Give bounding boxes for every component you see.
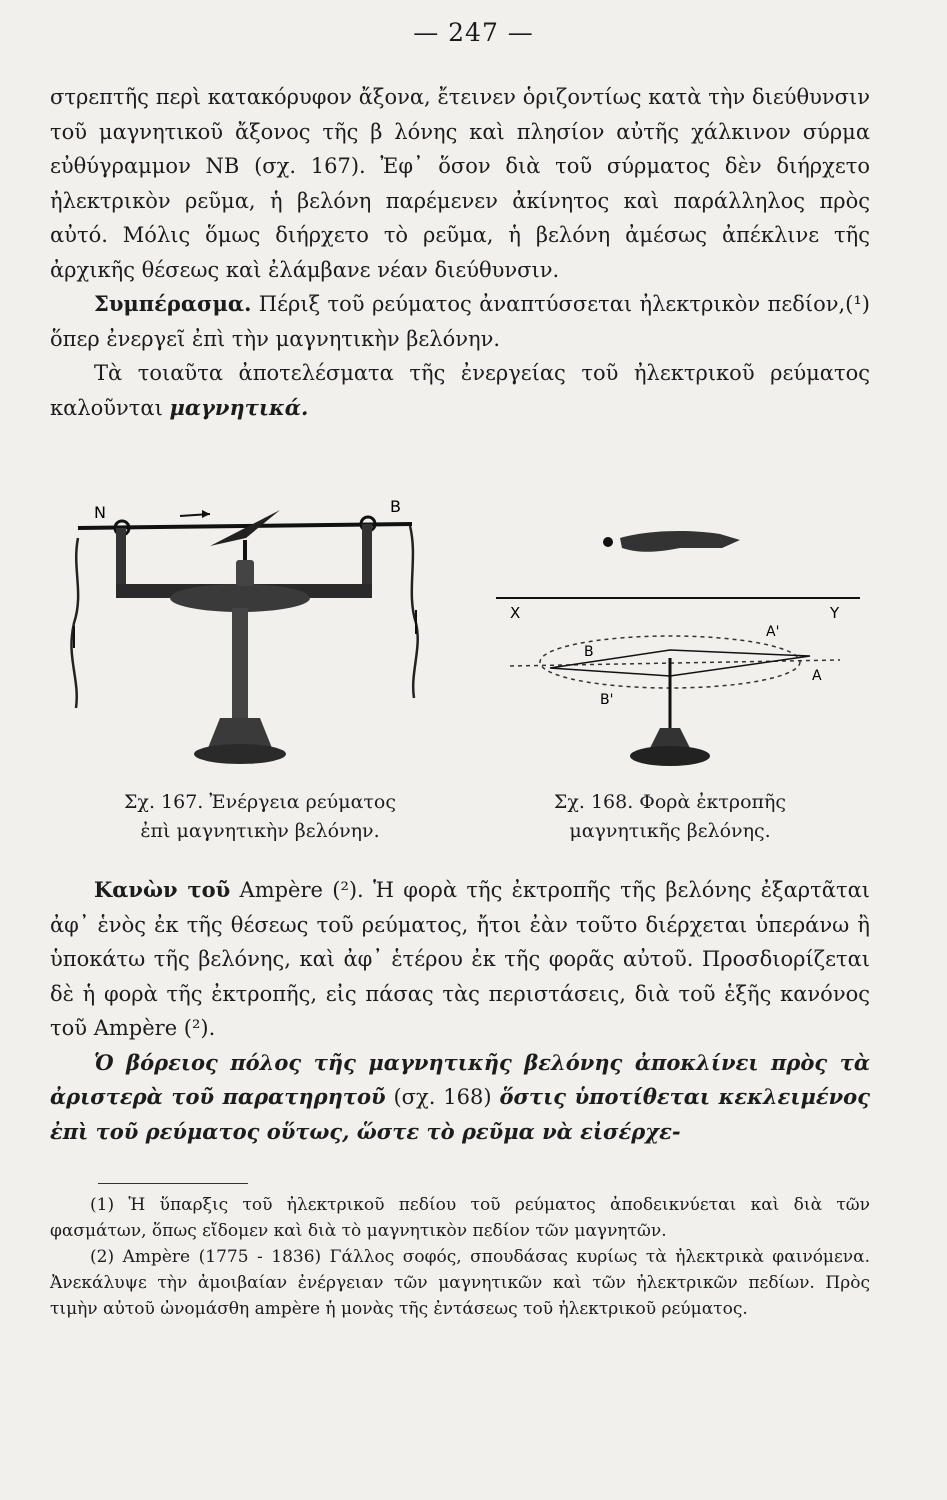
conclusion-text: Πέριξ τοῦ ρεύματος ἀναπτύσσεται ἠλεκτρικὸν πεδίον,(¹) ὅπερ ἐνεργεῖ ἐπὶ τὴν μαγνητικὴν βελόνην. bbox=[50, 292, 870, 351]
conclusion-label: Συμπέρασμα. bbox=[94, 291, 252, 316]
caption-figure-168: Σχ. 168. Φορὰ ἐκτροπῆς μαγνητικῆς βελόνης. bbox=[553, 791, 787, 842]
ampere-rule-text: Ἡ φορὰ τῆς ἐκτροπῆς τῆς βελόνης ἐξαρτᾶται ἀφ᾽ ἑνὸς ἐκ τῆς θέσεως τοῦ ρεύματος, ἤτοι ἐὰν τοῦτο διέρχεται ὑπεράνω ἢ ὑποκάτω τῆς βελόνης, καὶ ἀφ᾽ ἑτέρου ἐκ τῆς φορᾶς αὐτοῦ. Προσδιορίζεται δὲ ἡ φορὰ τῆς ἐκτροπῆς, εἰς πάσας τὰς περιστάσεις, διὰ τοῦ ἑξῆς κανόνος τοῦ Ampère (²). bbox=[50, 878, 870, 1040]
footnote-divider bbox=[98, 1183, 248, 1184]
figures-area bbox=[50, 498, 870, 853]
paragraph-magnetic-effects bbox=[50, 356, 870, 425]
ampere-statement-2: ὅστις ὑποτίθεται κεκλειμένος ἐπὶ τοῦ ρεύματος οὕτως, ὥστε τὸ ρεῦμα νὰ εἰσέρχε- bbox=[50, 1084, 870, 1144]
footnotes bbox=[50, 1192, 870, 1322]
figure-168-deflection bbox=[490, 518, 870, 778]
paragraph-oersted-experiment: στρεπτῆς περὶ κατακόρυφον ἄξονα, ἔτεινεν ὁριζοντίως κατὰ τὴν διεύθυνσιν τοῦ μαγνητικοῦ ἄξονος τῆς β λόνης καὶ πλησίον αὐτῆς χάλκινον σύρμα εὐθύγραμμον ΝΒ (σχ. 167). Ἐφ᾽ ὅσον διὰ τοῦ σύρματος δὲν διήρχετο ἠλεκτρικὸν ρεῦμα, ἡ βελόνη παρέμενεν ἀκίνητος καὶ παράλληλος πρὸς αὐτό. Μόλις ὅμως διήρχετο τὸ ρεῦμα, ἡ βελόνη ἀμέσως ἀπέκλινε τῆς ἀρχικῆς θέσεως καὶ ἐλάμβανε νέαν διεύθυνσιν. bbox=[50, 85, 870, 282]
caption-figure-167: Σχ. 167. Ἐνέργεια ρεύματος ἐπὶ μαγνητικὴν βελόνην. bbox=[124, 791, 396, 842]
ampere-rule-name: Ampère (²). bbox=[239, 878, 364, 902]
footnote-1: (1) Ἡ ὕπαρξις τοῦ ἠλεκτρικοῦ πεδίου τοῦ ρεύματος ἀποδεικνύεται καὶ διὰ τῶν φασμάτων, ὅπως εἴδομεν καὶ διὰ τὸ μαγνητικὸν πεδίον τῶν μαγνητῶν. bbox=[50, 1195, 870, 1241]
label-n: N bbox=[94, 503, 106, 522]
body-text-bottom bbox=[50, 873, 870, 1149]
label-b: B bbox=[390, 498, 401, 516]
figure-167-apparatus bbox=[50, 498, 440, 778]
body-text-top bbox=[50, 80, 870, 425]
paragraph-conclusion bbox=[50, 287, 870, 356]
label-b-prime: B' bbox=[600, 692, 614, 708]
label-a: A bbox=[812, 668, 822, 684]
label-b: B bbox=[584, 644, 594, 660]
magnetic-effects-text: Τὰ τοιαῦτα ἀποτελέσματα τῆς ἐνεργείας τοῦ ἠλεκτρικοῦ ρεύματος καλοῦνται bbox=[50, 361, 870, 420]
label-x: X bbox=[510, 604, 521, 622]
footnote-2: (2) Ampère (1775 - 1836) Γάλλος σοφός, σπουδάσας κυρίως τὰ ἠλεκτρικὰ φαινόμενα. Ἀνεκάλυψε τὴν ἀμοιβαίαν ἐνέργειαν τῶν μαγνητικῶν καὶ τῶν ἠλεκτρικῶν πεδίων. Πρὸς τιμὴν αὐτοῦ ὠνομάσθη ampère ἡ μονὰς τῆς ἐντάσεως τοῦ ἠλεκτρικοῦ ρεύματος. bbox=[50, 1247, 870, 1319]
label-y: Y bbox=[830, 604, 840, 622]
paragraph-ampere-rule bbox=[50, 873, 870, 1046]
ampere-rule-label: Κανὼν τοῦ bbox=[94, 877, 231, 902]
ampere-statement-1: Ὁ βόρειος πόλος τῆς μαγνητικῆς βελόνης ἀποκλίνει πρὸς τὰ ἀριστερὰ τοῦ παρατηρητοῦ bbox=[50, 1049, 870, 1109]
ampere-statement-ref: (σχ. 168) bbox=[393, 1085, 492, 1109]
magnetic-term: μαγνητικά. bbox=[169, 394, 309, 420]
paragraph-ampere-statement bbox=[50, 1046, 870, 1150]
label-a-prime: A' bbox=[766, 624, 780, 640]
page-number: — 247 — bbox=[413, 18, 534, 47]
